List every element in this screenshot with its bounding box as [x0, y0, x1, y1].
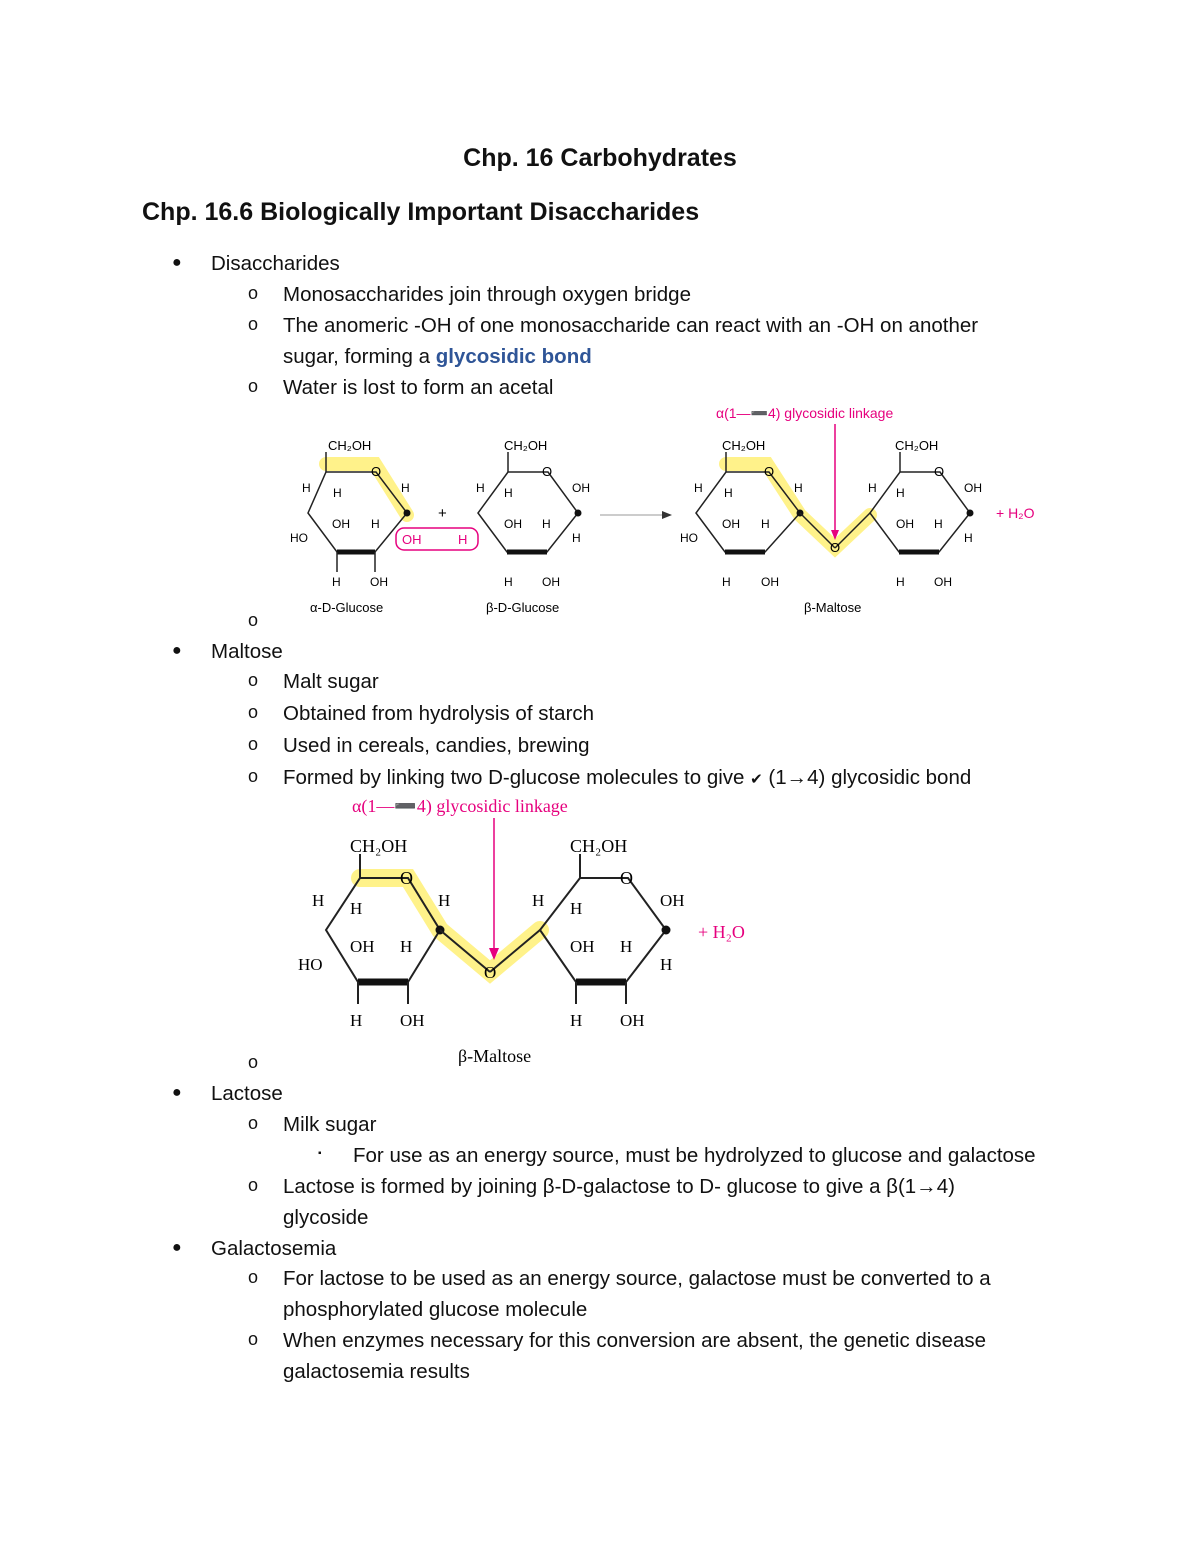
ho-label: HO — [680, 531, 698, 545]
bridge-oxygen: O — [484, 963, 497, 982]
bullet-marker: ● — [172, 1239, 182, 1256]
oh-label: OH — [660, 891, 685, 910]
h-label: H — [722, 575, 731, 589]
oh-label: OH — [620, 1011, 645, 1030]
bullet-marker: ● — [172, 1084, 182, 1101]
beta-maltose-caption: β-Maltose — [804, 600, 862, 615]
sub-bullet-marker: o — [248, 670, 259, 690]
bullet-lactose: Lactose — [211, 1082, 283, 1105]
sub-bullet-marker: o — [248, 734, 259, 754]
glycosidic-bond-term: glycosidic bond — [435, 345, 592, 368]
bullet-marker: ● — [172, 642, 182, 659]
ch2oh-label: CH₂OH — [570, 836, 628, 856]
ring-oxygen: O — [620, 868, 633, 888]
ch2oh-label: CH₂OH — [350, 836, 408, 856]
ch2oh-label: CH₂OH — [328, 438, 372, 453]
h-label: H — [868, 481, 877, 495]
maltose-ring-left — [298, 836, 450, 1030]
h-label: H — [401, 481, 410, 495]
oh-label: OH — [934, 575, 952, 589]
oh-label: OH — [964, 481, 982, 495]
sub-bullet-marker: o — [248, 1267, 259, 1287]
h-label: H — [438, 891, 451, 910]
h-label: H — [504, 486, 513, 500]
check-icon: ✔ — [750, 771, 763, 788]
h-label: H — [570, 899, 583, 918]
water-product: + H₂O — [698, 922, 745, 942]
disaccharides-sub1: Monosaccharides join through oxygen bridge — [283, 283, 691, 306]
figure-beta-maltose — [290, 790, 800, 1070]
disaccharides-sub2-line1: The anomeric -OH of one monosaccharide can react with an -OH on another — [283, 314, 979, 337]
h-label: H — [371, 517, 380, 531]
ho-label: HO — [298, 955, 323, 974]
ho-label: HO — [290, 531, 308, 545]
oh-label: OH — [572, 481, 590, 495]
ring-oxygen: O — [400, 868, 413, 888]
h-label: H — [934, 517, 943, 531]
lactose-sub1: Milk sugar — [283, 1113, 377, 1136]
bullet-disaccharides: Disaccharides — [211, 252, 340, 275]
water-product: + H₂O — [996, 505, 1035, 521]
maltose-sub3: Used in cereals, candies, brewing — [283, 734, 590, 757]
oh-label: OH — [722, 517, 740, 531]
ch2oh-label: CH₂OH — [504, 438, 548, 453]
h-label: H — [896, 486, 905, 500]
alpha-glucose-caption: α-D-Glucose — [310, 600, 384, 615]
section-heading: Chp. 16.6 Biologically Important Disaccharides — [142, 198, 700, 226]
ring-oxygen: O — [934, 464, 945, 479]
galactosemia-sub1-line1: For lactose to be used as an energy source, galactose must be converted to a — [283, 1267, 991, 1290]
ring-oxygen: O — [371, 464, 382, 479]
h-label: H — [532, 891, 545, 910]
h-label: H — [400, 937, 413, 956]
sub-bullet-marker: o — [248, 702, 259, 722]
linkage-label: α(1—➖4) glycosidic linkage — [352, 796, 568, 816]
oh-label: OH — [370, 575, 388, 589]
circled-h: H — [458, 532, 468, 547]
maltose-sub2: Obtained from hydrolysis of starch — [283, 702, 595, 725]
figure-maltose-formation — [280, 400, 1070, 625]
oh-label: OH — [504, 517, 522, 531]
lactose-sub2-line1: Lactose is formed by joining β-D-galactose to D- glucose to give a β(1→4) — [283, 1175, 955, 1198]
sub-bullet-marker: o — [248, 283, 259, 303]
h-label: H — [302, 481, 311, 495]
square-bullet-marker: ▪ — [318, 1148, 322, 1159]
maltose-sub4-prefix: Formed by linking two D-glucose molecules to give — [283, 766, 751, 789]
galactosemia-sub2-line1: When enzymes necessary for this conversion are absent, the genetic disease — [283, 1329, 987, 1352]
oh-label: OH — [570, 937, 595, 956]
h-label: H — [794, 481, 803, 495]
sub-bullet-marker: o — [248, 766, 259, 786]
oh-label: OH — [400, 1011, 425, 1030]
beta-maltose-caption: β-Maltose — [458, 1046, 532, 1066]
h-label: H — [476, 481, 485, 495]
h-label: H — [333, 486, 342, 500]
page-title: Chp. 16 Carbohydrates — [463, 144, 737, 172]
oh-label: OH — [542, 575, 560, 589]
disaccharides-sub3: Water is lost to form an acetal — [283, 376, 554, 399]
bridge-oxygen: O — [830, 540, 841, 555]
h-label: H — [620, 937, 633, 956]
h-label: H — [660, 955, 673, 974]
ring-oxygen: O — [542, 464, 553, 479]
sub-bullet-marker: o — [248, 376, 259, 396]
ring-oxygen: O — [764, 464, 775, 479]
linkage-label: α(1—➖4) glycosidic linkage — [716, 405, 894, 421]
plus-sign: + — [438, 505, 447, 522]
maltose-ring-right — [532, 836, 685, 1030]
sub-bullet-marker: o — [248, 610, 259, 630]
bullet-marker: ● — [172, 254, 182, 271]
sub-bullet-marker: o — [248, 1175, 259, 1195]
h-label: H — [542, 517, 551, 531]
ch2oh-label: CH₂OH — [722, 438, 766, 453]
h-label: H — [964, 531, 973, 545]
lactose-sub2-line2: glycoside — [283, 1206, 369, 1229]
bullet-galactosemia: Galactosemia — [211, 1237, 337, 1260]
sub-bullet-marker: o — [248, 1329, 259, 1349]
h-label: H — [570, 1011, 583, 1030]
h-label: H — [896, 575, 905, 589]
maltose-sub4-suffix: (1→4) glycosidic bond — [762, 766, 972, 789]
maltose-sub1: Malt sugar — [283, 670, 379, 693]
oh-label: OH — [350, 937, 375, 956]
beta-maltose-structure — [680, 438, 982, 615]
h-label: H — [350, 1011, 363, 1030]
oh-label: OH — [761, 575, 779, 589]
sub-bullet-marker: o — [248, 1113, 259, 1133]
sub-bullet-marker: o — [248, 1052, 259, 1072]
lactose-sub1-detail: For use as an energy source, must be hydrolyzed to glucose and galactose — [353, 1144, 1036, 1167]
galactosemia-sub2-line2: galactosemia results — [283, 1360, 470, 1383]
h-label: H — [694, 481, 703, 495]
h-label: H — [332, 575, 341, 589]
sub-bullet-marker: o — [248, 314, 259, 334]
beta-glucose-caption: β-D-Glucose — [486, 600, 560, 615]
ch2oh-label: CH₂OH — [895, 438, 939, 453]
h-label: H — [350, 899, 363, 918]
h-label: H — [572, 531, 581, 545]
galactosemia-sub1-line2: phosphorylated glucose molecule — [283, 1298, 588, 1321]
beta-glucose-ring — [476, 438, 590, 615]
oh-label: OH — [332, 517, 350, 531]
sub2-prefix: sugar, forming a — [283, 345, 436, 368]
circled-oh: OH — [402, 532, 422, 547]
h-label: H — [504, 575, 513, 589]
oh-label: OH — [896, 517, 914, 531]
h-label: H — [724, 486, 733, 500]
bullet-maltose: Maltose — [211, 640, 283, 663]
disaccharides-sub2-line2 — [283, 341, 592, 372]
h-label: H — [761, 517, 770, 531]
h-label: H — [312, 891, 325, 910]
